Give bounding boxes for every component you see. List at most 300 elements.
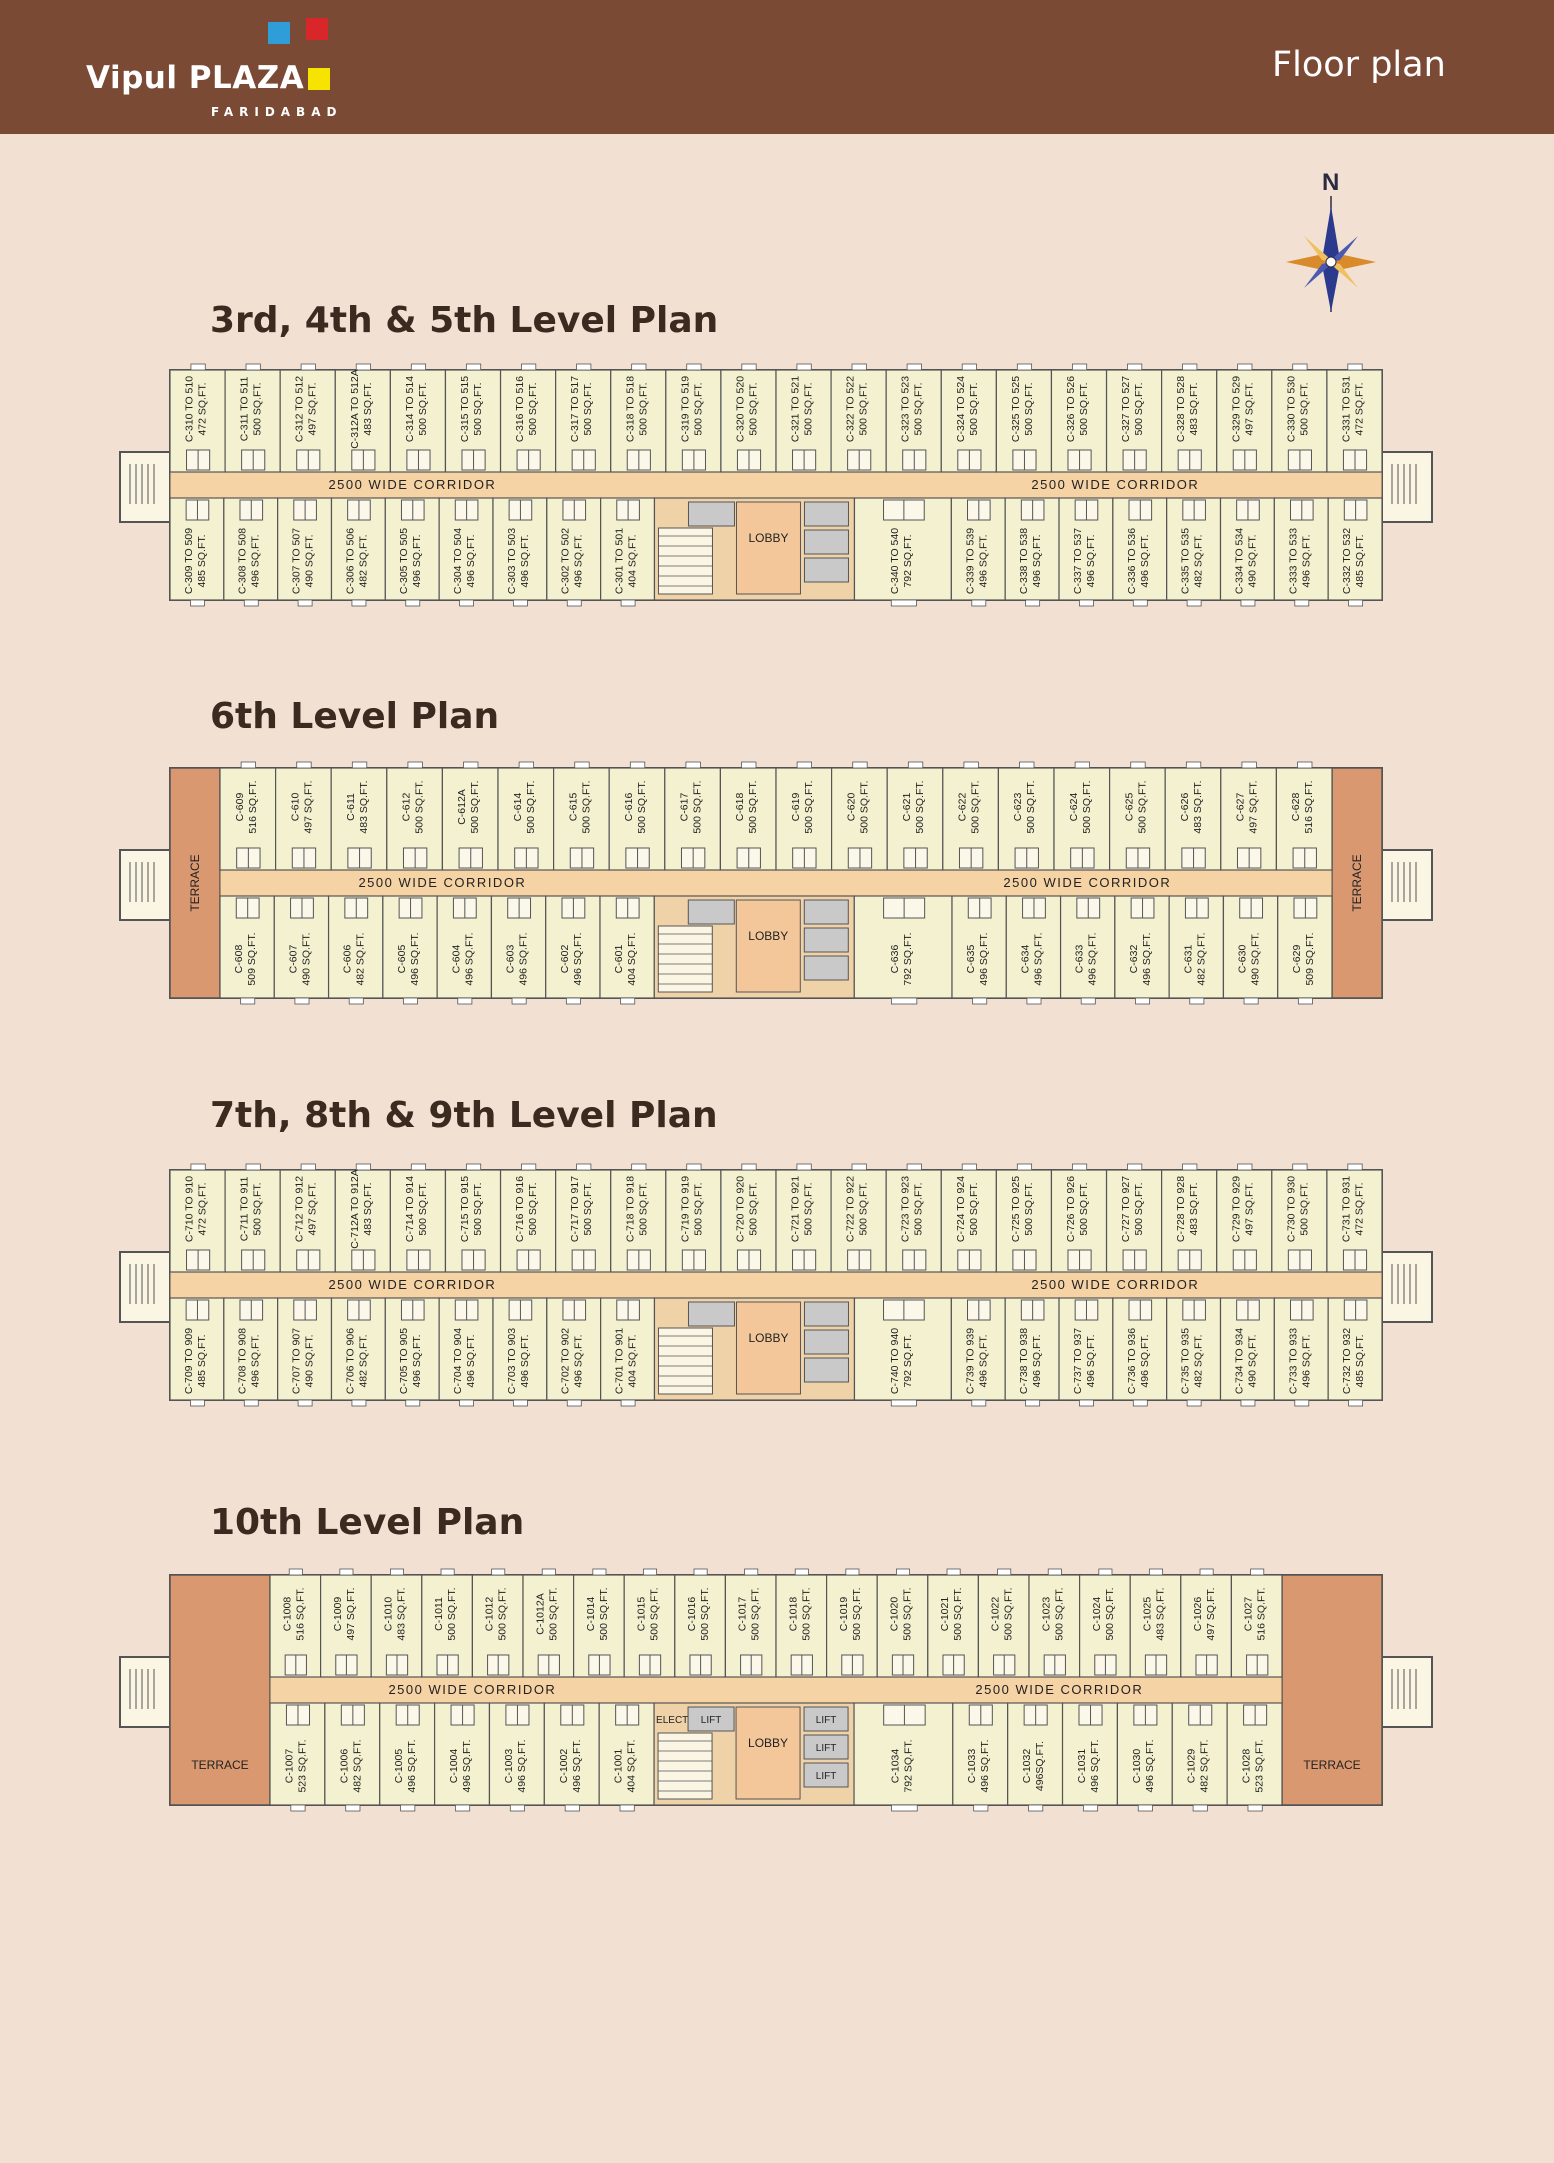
unit-number: C-1012A — [534, 1593, 547, 1635]
unit-number: C-334 TO 534 — [1233, 527, 1246, 595]
unit-number: C-635 — [965, 944, 978, 974]
unit-bottom — [1328, 498, 1382, 606]
unit-number: C-1027 — [1242, 1596, 1255, 1632]
unit-area: 497 SQ.FT. — [1205, 1587, 1218, 1641]
unit-number: C-1014 — [584, 1596, 597, 1632]
plan-title-10: 10th Level Plan — [210, 1502, 525, 1543]
unit-area: 496 SQ.FT. — [977, 1334, 990, 1388]
unit-area: 500 SQ.FT. — [1136, 780, 1149, 834]
unit-number: C-1032 — [1021, 1748, 1034, 1784]
unit-number: C-1029 — [1185, 1748, 1198, 1784]
unit-top — [996, 1164, 1051, 1272]
unit-top — [390, 364, 445, 472]
unit-bottom — [1221, 498, 1275, 606]
corridor-label-right: 2500 WIDE CORRIDOR — [1003, 875, 1172, 890]
unit-top — [1080, 1569, 1131, 1677]
unit-area: 500 SQ.FT. — [912, 382, 925, 436]
unit-area: 496 SQ.FT. — [1143, 1739, 1156, 1793]
unit-number: C-619 — [789, 792, 802, 822]
unit-area: 500 SQ.FT. — [1022, 1182, 1035, 1236]
unit-area: 500 SQ.FT. — [747, 1182, 760, 1236]
unit-top — [943, 762, 999, 870]
unit-number: C-612A — [456, 789, 469, 825]
unit-area: 404 SQ.FT. — [626, 534, 639, 588]
unit-area: 509 SQ.FT. — [1303, 932, 1316, 986]
unit-top — [725, 1569, 776, 1677]
unit-bottom — [1172, 1703, 1227, 1811]
unit-number: C-624 — [1067, 792, 1080, 822]
unit-bottom — [1006, 896, 1060, 1004]
unit-area: 500 SQ.FT. — [1078, 1182, 1090, 1236]
unit-number: C-708 TO 908 — [236, 1327, 249, 1395]
unit-number: C-1028 — [1240, 1748, 1253, 1784]
unit-area: 482 SQ.FT. — [357, 534, 370, 588]
unit-area: 500 SQ.FT. — [858, 780, 871, 834]
unit-number: C-309 TO 509 — [182, 527, 195, 595]
terrace-label-left: TERRACE — [191, 1758, 249, 1772]
unit-area: 497 SQ.FT. — [1243, 1182, 1256, 1236]
unit-number: C-630 — [1236, 944, 1249, 974]
unit-number: C-739 TO 939 — [964, 1327, 977, 1395]
unit-number: C-623 — [1012, 792, 1025, 822]
unit-bottom — [953, 1703, 1008, 1811]
unit-area: 500 SQ.FT. — [527, 1182, 540, 1236]
unit-area: 500 SQ.FT. — [802, 1182, 815, 1236]
lift-label: LIFT — [815, 1771, 837, 1782]
unit-number: C-1011 — [433, 1597, 446, 1631]
unit-area: 483 SQ.FT. — [1188, 382, 1201, 436]
unit-number: C-611 — [345, 793, 357, 821]
unit-bottom — [854, 896, 952, 1004]
unit-area: 496 SQ.FT. — [1084, 534, 1097, 588]
unit-top — [574, 1569, 625, 1677]
unit-area: 490 SQ.FT. — [1246, 534, 1259, 588]
lobby-label: LOBBY — [748, 1331, 789, 1345]
unit-top — [721, 364, 776, 472]
unit-bottom — [325, 1703, 380, 1811]
unit-area: 496 SQ.FT. — [249, 534, 262, 588]
corridor-label-left: 2500 WIDE CORRIDOR — [328, 477, 497, 492]
unit-number: C-311 TO 511 — [238, 376, 251, 442]
unit-bottom — [270, 1703, 325, 1811]
unit-number: C-312A TO 512A — [348, 369, 361, 449]
unit-area: 500 SQ.FT. — [648, 1587, 661, 1641]
unit-number: C-714 TO 914 — [403, 1175, 416, 1243]
unit-number: C-303 TO 503 — [505, 527, 518, 595]
unit-top — [556, 364, 611, 472]
unit-area: 485 SQ.FT. — [195, 534, 208, 588]
stair-left — [120, 1657, 170, 1727]
unit-bottom — [383, 896, 437, 1004]
unit-top — [1107, 1164, 1162, 1272]
lift-label: LIFT — [700, 1715, 722, 1726]
unit-top — [624, 1569, 675, 1677]
unit-area: 496 SQ.FT. — [570, 1739, 583, 1793]
unit-area: 516 SQ.FT. — [294, 1587, 307, 1641]
unit-top — [666, 364, 721, 472]
unit-area: 500 SQ.FT. — [547, 1587, 560, 1641]
unit-area: 500 SQ.FT. — [692, 1182, 705, 1236]
unit-number: C-1006 — [338, 1748, 351, 1784]
unit-top — [335, 1164, 390, 1272]
unit-area: 485 SQ.FT. — [1354, 534, 1367, 588]
unit-top — [170, 364, 225, 472]
unit-number: C-330 TO 530 — [1285, 375, 1298, 443]
unit-bottom — [224, 1298, 278, 1406]
unit-bottom — [600, 896, 654, 1004]
unit-top — [1107, 364, 1162, 472]
unit-number: C-319 TO 519 — [679, 375, 692, 443]
unit-area: 500 SQ.FT. — [496, 1587, 509, 1641]
unit-bottom — [1113, 498, 1167, 606]
unit-area: 500 SQ.FT. — [967, 382, 980, 436]
unit-area: 404 SQ.FT. — [626, 932, 639, 986]
unit-top — [831, 364, 886, 472]
unit-bottom — [1167, 1298, 1221, 1406]
unit-number: C-617 — [678, 792, 691, 822]
unit-bottom — [491, 896, 545, 1004]
unit-top — [941, 1164, 996, 1272]
unit-bottom — [1278, 896, 1332, 1004]
unit-number: C-332 TO 532 — [1341, 527, 1354, 595]
unit-area: 496 SQ.FT. — [515, 1739, 528, 1793]
unit-area: 482 SQ.FT. — [1198, 1739, 1211, 1793]
unit-top — [1165, 762, 1221, 870]
unit-area: 500 SQ.FT. — [857, 382, 870, 436]
unit-bottom — [1169, 896, 1223, 1004]
unit-number: C-727 TO 927 — [1120, 1175, 1133, 1243]
unit-number: C-717 TO 917 — [569, 1175, 582, 1243]
unit-bottom — [1063, 1703, 1118, 1811]
unit-area: 500 SQ.FT. — [802, 780, 815, 834]
unit-top — [1162, 1164, 1217, 1272]
unit-number: C-321 TO 521 — [789, 375, 802, 443]
unit-bottom — [599, 1703, 654, 1811]
unit-bottom — [1274, 1298, 1328, 1406]
unit-top — [998, 762, 1054, 870]
unit-bottom — [854, 498, 951, 606]
unit-top — [1110, 762, 1166, 870]
unit-number: C-732 TO 932 — [1341, 1327, 1354, 1395]
unit-number: C-331 TO 531 — [1340, 375, 1353, 443]
unit-number: C-733 TO 933 — [1287, 1327, 1300, 1395]
unit-area: 500 SQ.FT. — [1080, 780, 1093, 834]
unit-bottom — [1059, 1298, 1113, 1406]
unit-number: C-705 TO 905 — [398, 1327, 411, 1395]
unit-number: C-636 — [889, 944, 902, 974]
unit-area: 500 SQ.FT. — [952, 1587, 965, 1641]
unit-top — [1272, 364, 1327, 472]
logo-square-blue — [268, 22, 290, 44]
core-block — [654, 498, 854, 600]
unit-number: C-725 TO 925 — [1009, 1175, 1022, 1243]
unit-top — [721, 1164, 776, 1272]
unit-number: C-1030 — [1130, 1748, 1143, 1784]
unit-area: 497 SQ.FT. — [1247, 780, 1260, 834]
unit-number: C-631 — [1182, 944, 1195, 974]
unit-top — [280, 1164, 335, 1272]
unit-bottom — [854, 1703, 953, 1811]
lobby-label: LOBBY — [748, 1736, 789, 1750]
unit-number: C-608 — [233, 944, 246, 974]
unit-number: C-618 — [734, 792, 747, 822]
unit-bottom — [547, 1298, 601, 1406]
floor-plan-3-5 — [118, 360, 1434, 630]
unit-top — [445, 1164, 500, 1272]
unit-bottom — [1059, 498, 1113, 606]
unit-number: C-729 TO 929 — [1230, 1175, 1243, 1243]
unit-area: 483 SQ.FT. — [361, 1182, 374, 1236]
unit-bottom — [547, 498, 601, 606]
unit-bottom — [1115, 896, 1169, 1004]
unit-top — [1162, 364, 1217, 472]
unit-top — [1231, 1569, 1282, 1677]
unit-number: C-602 — [558, 944, 571, 974]
unit-area: 516 SQ.FT. — [246, 780, 259, 834]
unit-top — [1217, 1164, 1272, 1272]
unit-top — [276, 762, 332, 870]
unit-bottom — [1005, 498, 1059, 606]
unit-top — [280, 364, 335, 472]
unit-area: 792 SQ.FT. — [901, 534, 914, 588]
corridor-label-left: 2500 WIDE CORRIDOR — [358, 875, 527, 890]
plan-title-3-5: 3rd, 4th & 5th Level Plan — [210, 300, 719, 341]
unit-area: 482 SQ.FT. — [1192, 1334, 1205, 1388]
unit-top — [609, 762, 665, 870]
unit-area: 497 SQ.FT. — [306, 1182, 319, 1236]
unit-number: C-1018 — [787, 1596, 800, 1632]
unit-area: 496 SQ.FT. — [409, 932, 421, 986]
unit-area: 516 SQ.FT. — [1255, 1587, 1268, 1641]
unit-area: 500 SQ.FT. — [901, 1587, 914, 1641]
unit-number: C-328 TO 528 — [1175, 375, 1188, 443]
unit-top — [331, 762, 387, 870]
unit-number: C-722 TO 922 — [844, 1175, 857, 1243]
unit-area: 500 SQ.FT. — [1002, 1587, 1015, 1641]
unit-area: 496 SQ.FT. — [571, 932, 584, 986]
unit-area: 500 SQ.FT. — [524, 780, 537, 834]
unit-number: C-1017 — [736, 1596, 749, 1632]
unit-top — [1327, 364, 1382, 472]
unit-area: 490 SQ.FT. — [303, 1334, 316, 1388]
unit-bottom — [544, 1703, 599, 1811]
unit-number: C-1002 — [557, 1748, 570, 1784]
unit-top — [371, 1569, 422, 1677]
unit-number: C-326 TO 526 — [1065, 375, 1077, 443]
unit-area: 496SQ.FT. — [1034, 1740, 1047, 1792]
unit-number: C-1008 — [281, 1596, 294, 1632]
stair-left — [120, 850, 170, 920]
unit-area: 490 SQ.FT. — [1249, 932, 1262, 986]
unit-area: 482 SQ.FT. — [1195, 932, 1208, 986]
unit-area: 500 SQ.FT. — [472, 1182, 484, 1236]
unit-area: 472 SQ.FT. — [196, 1182, 209, 1236]
unit-number: C-625 — [1123, 792, 1136, 822]
unit-number: C-314 TO 514 — [403, 375, 416, 443]
unit-number: C-712 TO 912 — [293, 1175, 306, 1243]
unit-number: C-724 TO 924 — [954, 1175, 967, 1243]
unit-area: 500 SQ.FT. — [527, 382, 540, 436]
unit-top — [827, 1569, 878, 1677]
unit-number: C-628 — [1290, 792, 1303, 822]
unit-area: 497 SQ.FT. — [302, 780, 315, 834]
unit-area: 496 SQ.FT. — [1141, 932, 1153, 986]
unit-area: 496 SQ.FT. — [465, 534, 478, 588]
unit-bottom — [952, 896, 1006, 1004]
unit-number: C-720 TO 920 — [734, 1175, 747, 1243]
unit-bottom — [1167, 498, 1221, 606]
unit-bottom — [493, 498, 547, 606]
unit-top — [886, 364, 941, 472]
unit-bottom — [1274, 498, 1328, 606]
stair-right — [1382, 452, 1432, 522]
unit-number: C-1034 — [889, 1748, 902, 1784]
unit-number: C-701 TO 901 — [613, 1327, 626, 1395]
unit-number: C-1012 — [483, 1596, 496, 1632]
unit-area: 483 SQ.FT. — [1188, 1182, 1201, 1236]
unit-top — [776, 762, 832, 870]
unit-number: C-706 TO 906 — [344, 1327, 357, 1395]
unit-number: C-609 — [233, 792, 246, 822]
unit-top — [1029, 1569, 1080, 1677]
unit-area: 496 SQ.FT. — [1138, 1334, 1151, 1388]
unit-top — [1272, 1164, 1327, 1272]
unit-top — [220, 762, 276, 870]
unit-area: 500 SQ.FT. — [637, 1182, 650, 1236]
unit-area: 500 SQ.FT. — [580, 780, 593, 834]
unit-area: 497 SQ.FT. — [1243, 382, 1256, 436]
unit-area: 500 SQ.FT. — [914, 780, 926, 834]
unit-area: 496 SQ.FT. — [249, 1334, 262, 1388]
brand-city: FARIDABAD — [211, 105, 343, 119]
unit-top — [776, 364, 831, 472]
unit-number: C-721 TO 921 — [789, 1175, 802, 1243]
unit-area: 496 SQ.FT. — [1084, 1334, 1097, 1388]
unit-bottom — [385, 498, 439, 606]
unit-area: 500 SQ.FT. — [251, 1182, 264, 1236]
unit-area: 500 SQ.FT. — [699, 1587, 712, 1641]
unit-number: C-1025 — [1141, 1596, 1154, 1632]
unit-area: 496 SQ.FT. — [1300, 534, 1313, 588]
unit-number: C-707 TO 907 — [290, 1327, 303, 1395]
unit-bottom — [1328, 1298, 1382, 1406]
unit-number: C-322 TO 522 — [844, 375, 857, 443]
unit-bottom — [439, 1298, 493, 1406]
unit-bottom — [278, 1298, 332, 1406]
north-label: N — [1322, 169, 1340, 196]
plan-svg — [118, 1160, 1434, 1430]
unit-number: C-711 TO 911 — [238, 1176, 251, 1242]
corridor-label-right: 2500 WIDE CORRIDOR — [975, 1682, 1144, 1697]
unit-area: 509 SQ.FT. — [246, 932, 259, 986]
unit-top — [1276, 762, 1332, 870]
unit-top — [832, 762, 888, 870]
unit-area: 500 SQ.FT. — [912, 1182, 925, 1236]
corridor-label-right: 2500 WIDE CORRIDOR — [1031, 477, 1200, 492]
unit-area: 500 SQ.FT. — [802, 382, 815, 436]
unit-bottom — [1061, 896, 1115, 1004]
unit-area: 496 SQ.FT. — [1138, 534, 1151, 588]
unit-top — [472, 1569, 523, 1677]
unit-top — [335, 364, 390, 472]
unit-number: C-305 TO 505 — [398, 527, 411, 595]
corridor-label-right: 2500 WIDE CORRIDOR — [1031, 1277, 1200, 1292]
unit-bottom — [331, 1298, 385, 1406]
unit-top — [498, 762, 554, 870]
unit-area: 500 SQ.FT. — [637, 382, 650, 436]
unit-area: 404 SQ.FT. — [626, 1334, 639, 1388]
unit-number: C-603 — [504, 944, 517, 974]
core-block — [654, 896, 854, 998]
unit-bottom — [1117, 1703, 1172, 1811]
unit-top — [501, 1164, 556, 1272]
unit-bottom — [489, 1703, 544, 1811]
unit-area: 516 SQ.FT. — [1303, 780, 1316, 834]
unit-top — [887, 762, 943, 870]
unit-area: 496 SQ.FT. — [463, 932, 476, 986]
unit-area: 500 SQ.FT. — [967, 1182, 980, 1236]
unit-bottom — [329, 896, 383, 1004]
unit-number: C-336 TO 536 — [1125, 527, 1138, 595]
floor-plan-7-9 — [118, 1160, 1434, 1430]
unit-number: C-340 TO 540 — [888, 527, 901, 595]
unit-top — [321, 1569, 372, 1677]
unit-number: C-324 TO 524 — [954, 375, 967, 443]
unit-number: C-620 — [845, 792, 858, 822]
unit-number: C-1019 — [837, 1596, 850, 1632]
unit-number: C-302 TO 502 — [559, 527, 572, 595]
unit-area: 496 SQ.FT. — [572, 1334, 585, 1388]
unit-number: C-622 — [956, 792, 969, 822]
unit-area: 485 SQ.FT. — [195, 1334, 208, 1388]
unit-bottom — [170, 498, 224, 606]
plan-svg — [118, 1565, 1434, 1835]
unit-number: C-317 TO 517 — [569, 375, 582, 443]
unit-area: 472 SQ.FT. — [196, 382, 209, 436]
unit-area: 496 SQ.FT. — [1031, 1334, 1044, 1388]
unit-number: C-333 TO 533 — [1287, 527, 1300, 595]
unit-number: C-327 TO 527 — [1120, 375, 1133, 443]
unit-area: 496 SQ.FT. — [517, 932, 530, 986]
unit-top — [611, 1164, 666, 1272]
unit-number: C-730 TO 930 — [1285, 1175, 1298, 1243]
unit-number: C-731 TO 931 — [1340, 1175, 1353, 1243]
unit-number: C-604 — [450, 944, 463, 974]
unit-area: 500 SQ.FT. — [1078, 382, 1090, 436]
unit-area: 496 SQ.FT. — [518, 534, 531, 588]
unit-area: 483 SQ.FT. — [1154, 1587, 1167, 1641]
unit-number: C-723 TO 923 — [899, 1175, 912, 1243]
unit-area: 500 SQ.FT. — [1133, 1182, 1146, 1236]
unit-bottom — [1223, 896, 1277, 1004]
unit-number: C-736 TO 936 — [1125, 1327, 1138, 1395]
corridor-label-left: 2500 WIDE CORRIDOR — [388, 1682, 557, 1697]
unit-bottom — [951, 498, 1005, 606]
unit-top — [776, 1164, 831, 1272]
unit-bottom — [278, 498, 332, 606]
corridor-label-left: 2500 WIDE CORRIDOR — [328, 1277, 497, 1292]
unit-area: 500 SQ.FT. — [1025, 780, 1038, 834]
unit-area: 500 SQ.FT. — [800, 1587, 813, 1641]
unit-area: 500 SQ.FT. — [416, 1182, 429, 1236]
unit-area: 500 SQ.FT. — [857, 1182, 870, 1236]
unit-bottom — [385, 1298, 439, 1406]
unit-number: C-1022 — [989, 1596, 1002, 1632]
unit-bottom — [437, 896, 491, 1004]
unit-number: C-325 TO 525 — [1009, 375, 1022, 443]
stair-right — [1382, 850, 1432, 920]
unit-bottom — [1227, 1703, 1282, 1811]
